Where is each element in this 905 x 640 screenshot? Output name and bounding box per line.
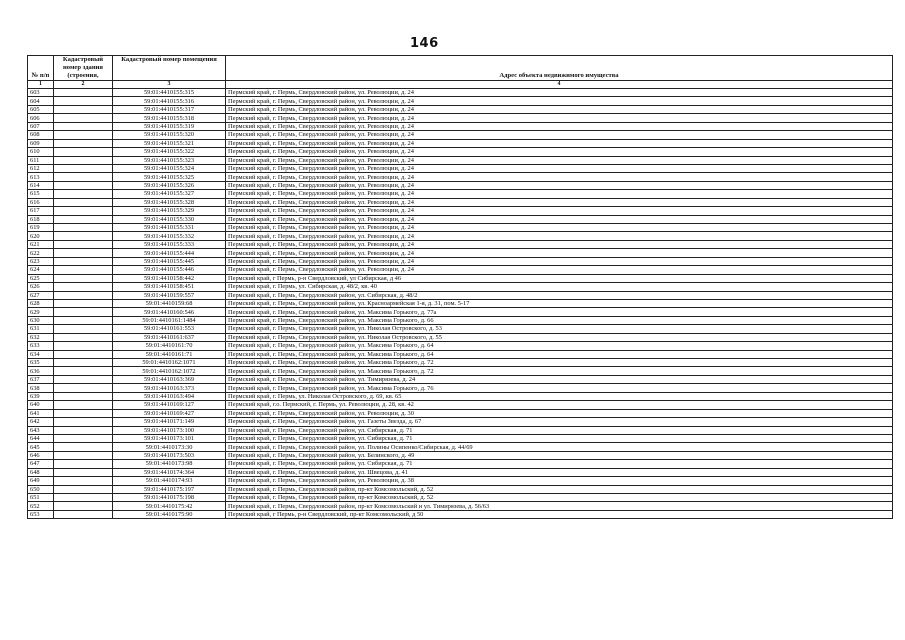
row-number-cell: 615 bbox=[28, 190, 54, 198]
row-number-cell: 652 bbox=[28, 502, 54, 510]
address-cell: Пермский край, г. Пермь, Свердловский район, ул. Революции, д. 24 bbox=[226, 156, 893, 164]
row-number-cell: 647 bbox=[28, 460, 54, 468]
property-registry-table bbox=[27, 55, 893, 519]
room-cadastral-cell: 59:01:4410162:1072 bbox=[113, 367, 226, 375]
building-cadastral-cell bbox=[54, 392, 113, 400]
table-row bbox=[28, 342, 893, 350]
address-cell: Пермский край, г. Пермь, Свердловский район, ул. Николая Островского, д. 55 bbox=[226, 333, 893, 341]
address-cell: Пермский край, г. Пермь, Свердловский район, ул. Революции, д. 24 bbox=[226, 173, 893, 181]
address-cell: Пермский край, г. Пермь, ул. Николая Островского, д. 69, кв. 65 bbox=[226, 392, 893, 400]
address-cell: Пермский край, г. Пермь, Свердловский район, ул. Красноармейская 1-я, д. 31, пом. 5-17 bbox=[226, 299, 893, 307]
address-cell: Пермский край, г. Пермь, Свердловский район, ул. Максима Горького, д. 64 bbox=[226, 342, 893, 350]
row-number-cell: 627 bbox=[28, 291, 54, 299]
building-cadastral-cell bbox=[54, 207, 113, 215]
table-row bbox=[28, 451, 893, 459]
address-cell: Пермский край, г. Пермь, Свердловский район, ул. Революции, д. 24 bbox=[226, 148, 893, 156]
column-number: 2 bbox=[54, 81, 113, 89]
room-cadastral-cell: 59:01:4410155:328 bbox=[113, 198, 226, 206]
room-cadastral-cell: 59:01:4410155:444 bbox=[113, 249, 226, 257]
building-cadastral-cell bbox=[54, 359, 113, 367]
row-number-cell: 641 bbox=[28, 409, 54, 417]
table-row bbox=[28, 207, 893, 215]
address-cell: Пермский край, г. Пермь, Свердловский район, ул. Революции, д. 24 bbox=[226, 207, 893, 215]
building-cadastral-cell bbox=[54, 181, 113, 189]
room-cadastral-cell: 59:01:4410155:326 bbox=[113, 181, 226, 189]
row-number-cell: 651 bbox=[28, 494, 54, 502]
building-cadastral-cell bbox=[54, 215, 113, 223]
address-cell: Пермский край, г. Пермь, Свердловский район, ул. Революции, д. 24 bbox=[226, 181, 893, 189]
table-row bbox=[28, 249, 893, 257]
row-number-cell: 613 bbox=[28, 173, 54, 181]
table-row bbox=[28, 164, 893, 172]
table-row bbox=[28, 299, 893, 307]
row-number-cell: 622 bbox=[28, 249, 54, 257]
table-row bbox=[28, 308, 893, 316]
table-row bbox=[28, 257, 893, 265]
row-number-cell: 649 bbox=[28, 477, 54, 485]
room-cadastral-cell: 59:01:4410155:320 bbox=[113, 131, 226, 139]
room-cadastral-cell: 59:01:4410173:101 bbox=[113, 434, 226, 442]
room-cadastral-cell: 59:01:4410163:369 bbox=[113, 375, 226, 383]
building-cadastral-cell bbox=[54, 510, 113, 518]
room-cadastral-cell: 59:01:4410155:319 bbox=[113, 122, 226, 130]
address-cell: Пермский край, г.о. Пермский, г. Пермь, ул. Революции, д. 28, кв. 42 bbox=[226, 401, 893, 409]
row-number-cell: 636 bbox=[28, 367, 54, 375]
table-row bbox=[28, 401, 893, 409]
building-cadastral-cell bbox=[54, 409, 113, 417]
address-cell: Пермский край, г. Пермь, Свердловский район, ул. Максима Горького, д. 76 bbox=[226, 384, 893, 392]
column-number: 1 bbox=[28, 81, 54, 89]
room-cadastral-cell: 59:01:4410173:503 bbox=[113, 451, 226, 459]
table-row bbox=[28, 510, 893, 518]
address-cell: Пермский край, г. Пермь, Свердловский район, ул. Газеты Звезда, д. 67 bbox=[226, 418, 893, 426]
address-cell: Пермский край, г. Пермь, Свердловский район, ул. Швецова, д. 41 bbox=[226, 468, 893, 476]
room-cadastral-cell: 59:01:4410158:451 bbox=[113, 283, 226, 291]
row-number-cell: 642 bbox=[28, 418, 54, 426]
table-row bbox=[28, 148, 893, 156]
row-number-cell: 638 bbox=[28, 384, 54, 392]
room-cadastral-cell: 59:01:4410173:98 bbox=[113, 460, 226, 468]
address-cell: Пермский край, г. Пермь, Свердловский район, ул. Сибирская, д. 71 bbox=[226, 434, 893, 442]
row-number-cell: 640 bbox=[28, 401, 54, 409]
table-body bbox=[28, 89, 893, 519]
row-number-cell: 614 bbox=[28, 181, 54, 189]
header-num: № п/п bbox=[28, 56, 54, 81]
room-cadastral-cell: 59:01:4410160:546 bbox=[113, 308, 226, 316]
building-cadastral-cell bbox=[54, 131, 113, 139]
room-cadastral-cell: 59:01:4410173:100 bbox=[113, 426, 226, 434]
room-cadastral-cell: 59:01:4410169:127 bbox=[113, 401, 226, 409]
address-cell: Пермский край, г. Пермь, Свердловский район, ул. Белинского, д. 49 bbox=[226, 451, 893, 459]
address-cell: Пермский край, г. Пермь, Свердловский район, ул. Революции, д. 24 bbox=[226, 249, 893, 257]
address-cell: Пермский край, г Пермь, р-н Свердловский, ул Сибирская, д 46 bbox=[226, 274, 893, 282]
room-cadastral-cell: 59:01:4410155:329 bbox=[113, 207, 226, 215]
room-cadastral-cell: 59:01:4410161:1484 bbox=[113, 316, 226, 324]
building-cadastral-cell bbox=[54, 434, 113, 442]
room-cadastral-cell: 59:01:4410155:322 bbox=[113, 148, 226, 156]
table-row bbox=[28, 485, 893, 493]
address-cell: Пермский край, г. Пермь, Свердловский район, ул. Николая Островского, д. 53 bbox=[226, 325, 893, 333]
room-cadastral-cell: 59:01:4410163:373 bbox=[113, 384, 226, 392]
room-cadastral-cell: 59:01:4410155:317 bbox=[113, 105, 226, 113]
building-cadastral-cell bbox=[54, 468, 113, 476]
header-room-cadastral: Кадастровый номер помещения bbox=[113, 56, 226, 81]
column-number: 4 bbox=[226, 81, 893, 89]
building-cadastral-cell bbox=[54, 249, 113, 257]
table-row bbox=[28, 139, 893, 147]
table-row bbox=[28, 215, 893, 223]
address-cell: Пермский край, г. Пермь, Свердловский район, ул. Революции, д. 24 bbox=[226, 89, 893, 97]
building-cadastral-cell bbox=[54, 257, 113, 265]
building-cadastral-cell bbox=[54, 367, 113, 375]
building-cadastral-cell bbox=[54, 274, 113, 282]
row-number-cell: 618 bbox=[28, 215, 54, 223]
table-row bbox=[28, 325, 893, 333]
table-row bbox=[28, 291, 893, 299]
row-number-cell: 650 bbox=[28, 485, 54, 493]
address-cell: Пермский край, г. Пермь, Свердловский район, ул. Революции, д. 24 bbox=[226, 257, 893, 265]
address-cell: Пермский край, г. Пермь, Свердловский район, ул. Революции, д. 24 bbox=[226, 190, 893, 198]
room-cadastral-cell: 59:01:4410155:318 bbox=[113, 114, 226, 122]
row-number-cell: 653 bbox=[28, 510, 54, 518]
building-cadastral-cell bbox=[54, 333, 113, 341]
address-cell: Пермский край, г. Пермь, Свердловский район, ул. Революции, д. 24 bbox=[226, 139, 893, 147]
row-number-cell: 631 bbox=[28, 325, 54, 333]
table-row bbox=[28, 443, 893, 451]
table-row bbox=[28, 316, 893, 324]
address-cell: Пермский край, г. Пермь, Свердловский район, ул. Революции, д. 24 bbox=[226, 131, 893, 139]
room-cadastral-cell: 59:01:4410161:553 bbox=[113, 325, 226, 333]
building-cadastral-cell bbox=[54, 89, 113, 97]
table-row bbox=[28, 426, 893, 434]
table-row bbox=[28, 477, 893, 485]
address-cell: Пермский край, г. Пермь, Свердловский район, пр-кт Комсомольский и ул. Тимирязева, д. 56/63 bbox=[226, 502, 893, 510]
address-cell: Пермский край, г. Пермь, Свердловский район, ул. Революции, д. 24 bbox=[226, 164, 893, 172]
building-cadastral-cell bbox=[54, 114, 113, 122]
table-row bbox=[28, 198, 893, 206]
address-cell: Пермский край, г. Пермь, Свердловский район, ул. Максима Горького, д. 77а bbox=[226, 308, 893, 316]
table-row bbox=[28, 367, 893, 375]
address-cell: Пермский край, г. Пермь, Свердловский район, ул. Полины Осипенко/Сибирская, д. 44/69 bbox=[226, 443, 893, 451]
row-number-cell: 616 bbox=[28, 198, 54, 206]
table-row bbox=[28, 173, 893, 181]
building-cadastral-cell bbox=[54, 198, 113, 206]
address-cell: Пермский край, г. Пермь, Свердловский район, ул. Революции, д. 24 bbox=[226, 215, 893, 223]
building-cadastral-cell bbox=[54, 308, 113, 316]
table-row bbox=[28, 190, 893, 198]
building-cadastral-cell bbox=[54, 443, 113, 451]
room-cadastral-cell: 59:01:4410169:427 bbox=[113, 409, 226, 417]
table-row bbox=[28, 105, 893, 113]
room-cadastral-cell: 59:01:4410155:315 bbox=[113, 89, 226, 97]
building-cadastral-cell bbox=[54, 139, 113, 147]
table-row bbox=[28, 460, 893, 468]
room-cadastral-cell: 59:01:4410175:197 bbox=[113, 485, 226, 493]
room-cadastral-cell: 59:01:4410155:327 bbox=[113, 190, 226, 198]
building-cadastral-cell bbox=[54, 460, 113, 468]
table-row bbox=[28, 274, 893, 282]
table-row bbox=[28, 156, 893, 164]
room-cadastral-cell: 59:01:4410161:637 bbox=[113, 333, 226, 341]
table-row bbox=[28, 181, 893, 189]
building-cadastral-cell bbox=[54, 291, 113, 299]
table-row bbox=[28, 89, 893, 97]
row-number-cell: 623 bbox=[28, 257, 54, 265]
building-cadastral-cell bbox=[54, 401, 113, 409]
building-cadastral-cell bbox=[54, 190, 113, 198]
room-cadastral-cell: 59:01:4410174:93 bbox=[113, 477, 226, 485]
building-cadastral-cell bbox=[54, 477, 113, 485]
address-cell: Пермский край, г. Пермь, Свердловский район, ул. Революции, д. 24 bbox=[226, 97, 893, 105]
address-cell: Пермский край, г. Пермь, Свердловский район, ул. Революции, д. 24 bbox=[226, 114, 893, 122]
address-cell: Пермский край, г. Пермь, Свердловский район, ул. Революции, д. 24 bbox=[226, 122, 893, 130]
room-cadastral-cell: 59:01:4410155:323 bbox=[113, 156, 226, 164]
row-number-cell: 610 bbox=[28, 148, 54, 156]
building-cadastral-cell bbox=[54, 240, 113, 248]
address-cell: Пермский край, г. Пермь, Свердловский район, ул. Революции, д. 24 bbox=[226, 224, 893, 232]
row-number-cell: 639 bbox=[28, 392, 54, 400]
room-cadastral-cell: 59:01:4410155:331 bbox=[113, 224, 226, 232]
building-cadastral-cell bbox=[54, 485, 113, 493]
building-cadastral-cell bbox=[54, 97, 113, 105]
building-cadastral-cell bbox=[54, 122, 113, 130]
row-number-cell: 630 bbox=[28, 316, 54, 324]
address-cell: Пермский край, г. Пермь, Свердловский район, ул. Сибирская, д. 48/2 bbox=[226, 291, 893, 299]
table-row bbox=[28, 384, 893, 392]
header-building-cadastral: Кадастровый номер здания (строения, bbox=[54, 56, 113, 81]
table-row bbox=[28, 240, 893, 248]
table-row bbox=[28, 502, 893, 510]
row-number-cell: 621 bbox=[28, 240, 54, 248]
room-cadastral-cell: 59:01:4410155:332 bbox=[113, 232, 226, 240]
address-cell: Пермский край, г. Пермь, Свердловский район, ул. Максима Горького, д. 64 bbox=[226, 350, 893, 358]
address-cell: Пермский край, г Пермь, р-н Свердловский, пр-кт Комсомольский, д 50 bbox=[226, 510, 893, 518]
address-cell: Пермский край, г. Пермь, Свердловский район, ул. Максима Горького, д. 72 bbox=[226, 367, 893, 375]
building-cadastral-cell bbox=[54, 299, 113, 307]
row-number-cell: 643 bbox=[28, 426, 54, 434]
row-number-cell: 637 bbox=[28, 375, 54, 383]
row-number-cell: 619 bbox=[28, 224, 54, 232]
building-cadastral-cell bbox=[54, 325, 113, 333]
room-cadastral-cell: 59:01:4410173:30 bbox=[113, 443, 226, 451]
building-cadastral-cell bbox=[54, 350, 113, 358]
building-cadastral-cell bbox=[54, 316, 113, 324]
building-cadastral-cell bbox=[54, 502, 113, 510]
row-number-cell: 629 bbox=[28, 308, 54, 316]
building-cadastral-cell bbox=[54, 164, 113, 172]
building-cadastral-cell bbox=[54, 426, 113, 434]
page-number: 146 bbox=[410, 36, 439, 51]
row-number-cell: 633 bbox=[28, 342, 54, 350]
building-cadastral-cell bbox=[54, 451, 113, 459]
building-cadastral-cell bbox=[54, 148, 113, 156]
row-number-cell: 609 bbox=[28, 139, 54, 147]
room-cadastral-cell: 59:01:4410158:442 bbox=[113, 274, 226, 282]
room-cadastral-cell: 59:01:4410155:324 bbox=[113, 164, 226, 172]
room-cadastral-cell: 59:01:4410175:90 bbox=[113, 510, 226, 518]
room-cadastral-cell: 59:01:4410155:445 bbox=[113, 257, 226, 265]
address-cell: Пермский край, г. Пермь, Свердловский район, ул. Сибирская, д. 71 bbox=[226, 460, 893, 468]
room-cadastral-cell: 59:01:4410155:330 bbox=[113, 215, 226, 223]
row-number-cell: 607 bbox=[28, 122, 54, 130]
table-row bbox=[28, 375, 893, 383]
address-cell: Пермский край, г. Пермь, Свердловский район, ул. Максима Горького, д. 66 bbox=[226, 316, 893, 324]
row-number-cell: 624 bbox=[28, 266, 54, 274]
room-cadastral-cell: 59:01:4410171:149 bbox=[113, 418, 226, 426]
room-cadastral-cell: 59:01:4410159:68 bbox=[113, 299, 226, 307]
row-number-cell: 646 bbox=[28, 451, 54, 459]
table-row bbox=[28, 224, 893, 232]
building-cadastral-cell bbox=[54, 232, 113, 240]
address-cell: Пермский край, г. Пермь, Свердловский район, пр-кт Комсомольский, д. 52 bbox=[226, 494, 893, 502]
row-number-cell: 617 bbox=[28, 207, 54, 215]
building-cadastral-cell bbox=[54, 224, 113, 232]
building-cadastral-cell bbox=[54, 418, 113, 426]
table-row bbox=[28, 418, 893, 426]
row-number-cell: 626 bbox=[28, 283, 54, 291]
table-row bbox=[28, 468, 893, 476]
address-cell: Пермский край, г. Пермь, Свердловский район, ул. Максима Горького, д. 72 bbox=[226, 359, 893, 367]
room-cadastral-cell: 59:01:4410175:198 bbox=[113, 494, 226, 502]
table-row bbox=[28, 266, 893, 274]
column-number-row bbox=[28, 81, 893, 89]
row-number-cell: 634 bbox=[28, 350, 54, 358]
row-number-cell: 605 bbox=[28, 105, 54, 113]
building-cadastral-cell bbox=[54, 173, 113, 181]
building-cadastral-cell bbox=[54, 283, 113, 291]
room-cadastral-cell: 59:01:4410175:42 bbox=[113, 502, 226, 510]
row-number-cell: 644 bbox=[28, 434, 54, 442]
room-cadastral-cell: 59:01:4410174:364 bbox=[113, 468, 226, 476]
room-cadastral-cell: 59:01:4410163:494 bbox=[113, 392, 226, 400]
row-number-cell: 632 bbox=[28, 333, 54, 341]
table-row bbox=[28, 409, 893, 417]
address-cell: Пермский край, г. Пермь, ул. Сибирская, д. 48/2, кв. 40 bbox=[226, 283, 893, 291]
room-cadastral-cell: 59:01:4410162:1071 bbox=[113, 359, 226, 367]
address-cell: Пермский край, г. Пермь, Свердловский район, ул. Революции, д. 30 bbox=[226, 409, 893, 417]
address-cell: Пермский край, г. Пермь, Свердловский район, ул. Революции, д. 24 bbox=[226, 240, 893, 248]
room-cadastral-cell: 59:01:4410159:557 bbox=[113, 291, 226, 299]
row-number-cell: 628 bbox=[28, 299, 54, 307]
table-row bbox=[28, 494, 893, 502]
row-number-cell: 648 bbox=[28, 468, 54, 476]
address-cell: Пермский край, г. Пермь, Свердловский район, ул. Революции, д. 24 bbox=[226, 105, 893, 113]
address-cell: Пермский край, г. Пермь, Свердловский район, ул. Революции, д. 24 bbox=[226, 232, 893, 240]
table-row bbox=[28, 283, 893, 291]
table-row bbox=[28, 114, 893, 122]
room-cadastral-cell: 59:01:4410161:71 bbox=[113, 350, 226, 358]
address-cell: Пермский край, г. Пермь, Свердловский район, ул. Тимирязева, д. 24 bbox=[226, 375, 893, 383]
address-cell: Пермский край, г. Пермь, Свердловский район, ул. Революции, д. 38 bbox=[226, 477, 893, 485]
address-cell: Пермский край, г. Пермь, Свердловский район, ул. Революции, д. 24 bbox=[226, 198, 893, 206]
room-cadastral-cell: 59:01:4410161:70 bbox=[113, 342, 226, 350]
building-cadastral-cell bbox=[54, 156, 113, 164]
row-number-cell: 604 bbox=[28, 97, 54, 105]
table-row bbox=[28, 333, 893, 341]
table-row bbox=[28, 97, 893, 105]
table-row bbox=[28, 122, 893, 130]
header-address: Адрес объекта недвижимого имущества bbox=[226, 56, 893, 81]
table-row bbox=[28, 232, 893, 240]
row-number-cell: 606 bbox=[28, 114, 54, 122]
table-row bbox=[28, 392, 893, 400]
address-cell: Пермский край, г. Пермь, Свердловский район, ул. Революции, д. 24 bbox=[226, 266, 893, 274]
row-number-cell: 612 bbox=[28, 164, 54, 172]
table-row bbox=[28, 359, 893, 367]
address-cell: Пермский край, г. Пермь, Свердловский район, пр-кт Комсомольский, д. 52 bbox=[226, 485, 893, 493]
room-cadastral-cell: 59:01:4410155:321 bbox=[113, 139, 226, 147]
row-number-cell: 635 bbox=[28, 359, 54, 367]
column-number: 3 bbox=[113, 81, 226, 89]
room-cadastral-cell: 59:01:4410155:316 bbox=[113, 97, 226, 105]
building-cadastral-cell bbox=[54, 342, 113, 350]
building-cadastral-cell bbox=[54, 266, 113, 274]
row-number-cell: 603 bbox=[28, 89, 54, 97]
building-cadastral-cell bbox=[54, 105, 113, 113]
table-row bbox=[28, 131, 893, 139]
table-header-row bbox=[28, 56, 893, 81]
room-cadastral-cell: 59:01:4410155:333 bbox=[113, 240, 226, 248]
room-cadastral-cell: 59:01:4410155:325 bbox=[113, 173, 226, 181]
table-row bbox=[28, 350, 893, 358]
address-cell: Пермский край, г. Пермь, Свердловский район, ул. Сибирская, д. 71 bbox=[226, 426, 893, 434]
row-number-cell: 625 bbox=[28, 274, 54, 282]
row-number-cell: 645 bbox=[28, 443, 54, 451]
row-number-cell: 620 bbox=[28, 232, 54, 240]
room-cadastral-cell: 59:01:4410155:446 bbox=[113, 266, 226, 274]
building-cadastral-cell bbox=[54, 375, 113, 383]
building-cadastral-cell bbox=[54, 384, 113, 392]
row-number-cell: 611 bbox=[28, 156, 54, 164]
row-number-cell: 608 bbox=[28, 131, 54, 139]
building-cadastral-cell bbox=[54, 494, 113, 502]
table-row bbox=[28, 434, 893, 442]
